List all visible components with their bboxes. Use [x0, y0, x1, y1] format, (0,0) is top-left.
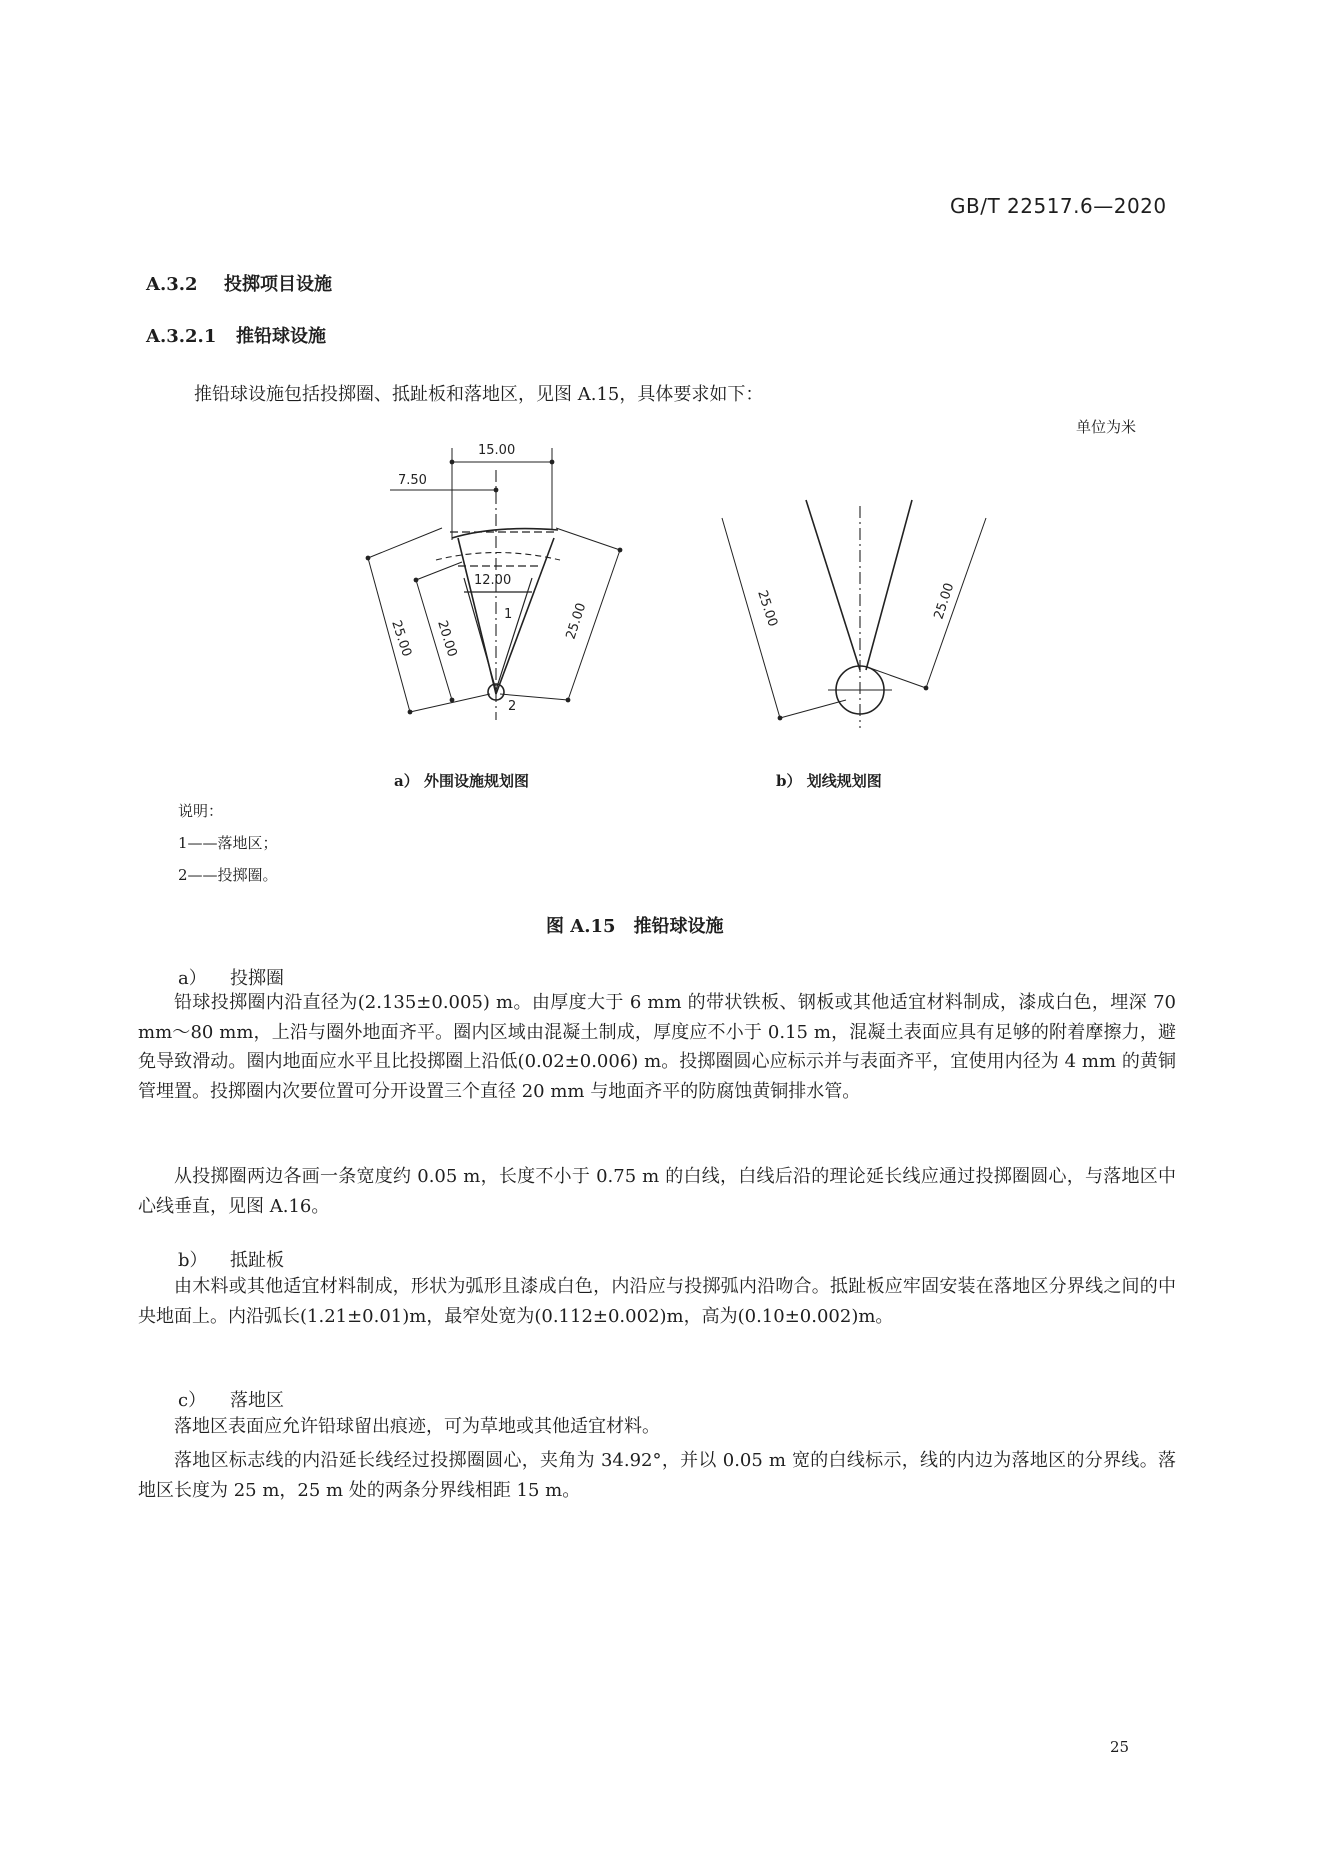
- marker-2: 2: [508, 699, 517, 714]
- legend-item-1: 1——落地区；: [178, 834, 278, 852]
- item-c-paragraph-1: 落地区表面应允许铅球留出痕迹，可为草地或其他适宜材料。: [174, 1416, 660, 1437]
- item-b-paragraph-1: 由木料或其他适宜材料制成，形状为弧形且漆成白色，内沿应与投掷弧内沿吻合。抵趾板应牢固安装在落地区分界线之间的中央地面上。内沿弧长(1.21±0.01)m，最窄处宽为(0.112±0.002)m，高为(0.10±0.002)m。: [138, 1276, 1176, 1327]
- item-a-label: a）: [178, 968, 207, 989]
- item-b-heading: [178, 1246, 284, 1272]
- caption-a: a） 外围设施规划图: [394, 772, 529, 790]
- dim-half-width: 7.50: [398, 473, 427, 488]
- dim-r25-right: 25.00: [563, 601, 590, 642]
- item-c-label: c）: [178, 1390, 207, 1411]
- dim-inner: 12.00: [474, 573, 512, 588]
- dim-b-right: 25.00: [931, 581, 958, 622]
- sector-arc: [452, 529, 558, 538]
- marker-1: 1: [504, 607, 513, 622]
- item-b-title: 抵趾板: [230, 1250, 284, 1271]
- item-c-paragraph-2: 落地区标志线的内沿延长线经过投掷圈圆心，夹角为 34.92°，并以 0.05 m 宽的白线标示，线的内边为落地区的分界线。落地区长度为 25 m，25 m 处的两条分界线相距 15 m。: [138, 1450, 1176, 1501]
- intro-paragraph: 推铅球设施包括投掷圈、抵趾板和落地区，见图 A.15，具体要求如下：: [194, 384, 764, 405]
- item-a-paragraph-2: 从投掷圈两边各画一条宽度约 0.05 m，长度不小于 0.75 m 的白线，白线后沿的理论延长线应通过投掷圈圆心，与落地区中心线垂直，见图 A.16。: [138, 1166, 1176, 1217]
- subsection-title: 推铅球设施: [236, 326, 326, 347]
- item-a-paragraph-1: 铅球投掷圈内沿直径为(2.135±0.005) m。由厚度大于 6 mm 的带状铁板、钢板或其他适宜材料制成，漆成白色，埋深 70 mm～80 mm，上沿与圈外地面齐平。圈内区域由混凝土制成，厚度应不小于 0.15 m，混凝土表面应具有足够的附着摩擦力，避免导致滑动。圈内地面应水平且比投掷圈上沿低(0.02±0.006) m。投掷圈圆心应标示并与表面齐平，宜使用内径为 4 mm 的黄铜管埋置。投掷圈内次要位置可分开设置三个直径 20 mm 与地面齐平的防腐蚀黄铜排水管。: [138, 992, 1176, 1102]
- section-heading: [146, 270, 332, 296]
- item-a-title: 投掷圈: [230, 968, 284, 989]
- item-c-title: 落地区: [230, 1390, 284, 1411]
- item-c-heading: [178, 1386, 284, 1412]
- standard-code: GB/T 22517.6—2020: [950, 194, 1167, 218]
- legend-item-2: 2——投掷圈。: [178, 866, 278, 884]
- line-b-right: [866, 500, 912, 670]
- dim-r20: 20.00: [434, 618, 460, 659]
- figure-title-text: 推铅球设施: [633, 916, 724, 937]
- section-number: A.3.2: [146, 274, 198, 295]
- item-a-heading: [178, 964, 284, 990]
- caption-b: b） 划线规划图: [776, 772, 882, 790]
- line-b-left: [806, 500, 860, 670]
- figure-b-diagram: [710, 496, 1010, 732]
- section-title: 投掷项目设施: [224, 274, 332, 295]
- figure-title: [546, 912, 724, 938]
- dim-r25-left: 25.00: [388, 618, 414, 659]
- subsection-heading: [146, 322, 326, 348]
- subsection-number: A.3.2.1: [146, 326, 217, 347]
- unit-note: 单位为米: [1076, 418, 1137, 436]
- legend-title: 说明：: [178, 802, 224, 820]
- item-b-label: b）: [178, 1250, 208, 1271]
- figure-number: 图 A.15: [546, 916, 616, 937]
- page-number: 25: [1110, 1738, 1130, 1756]
- dim-top-width: 15.00: [478, 443, 516, 458]
- figure-a-diagram: [340, 436, 640, 736]
- dim-b-left: 25.00: [754, 588, 780, 629]
